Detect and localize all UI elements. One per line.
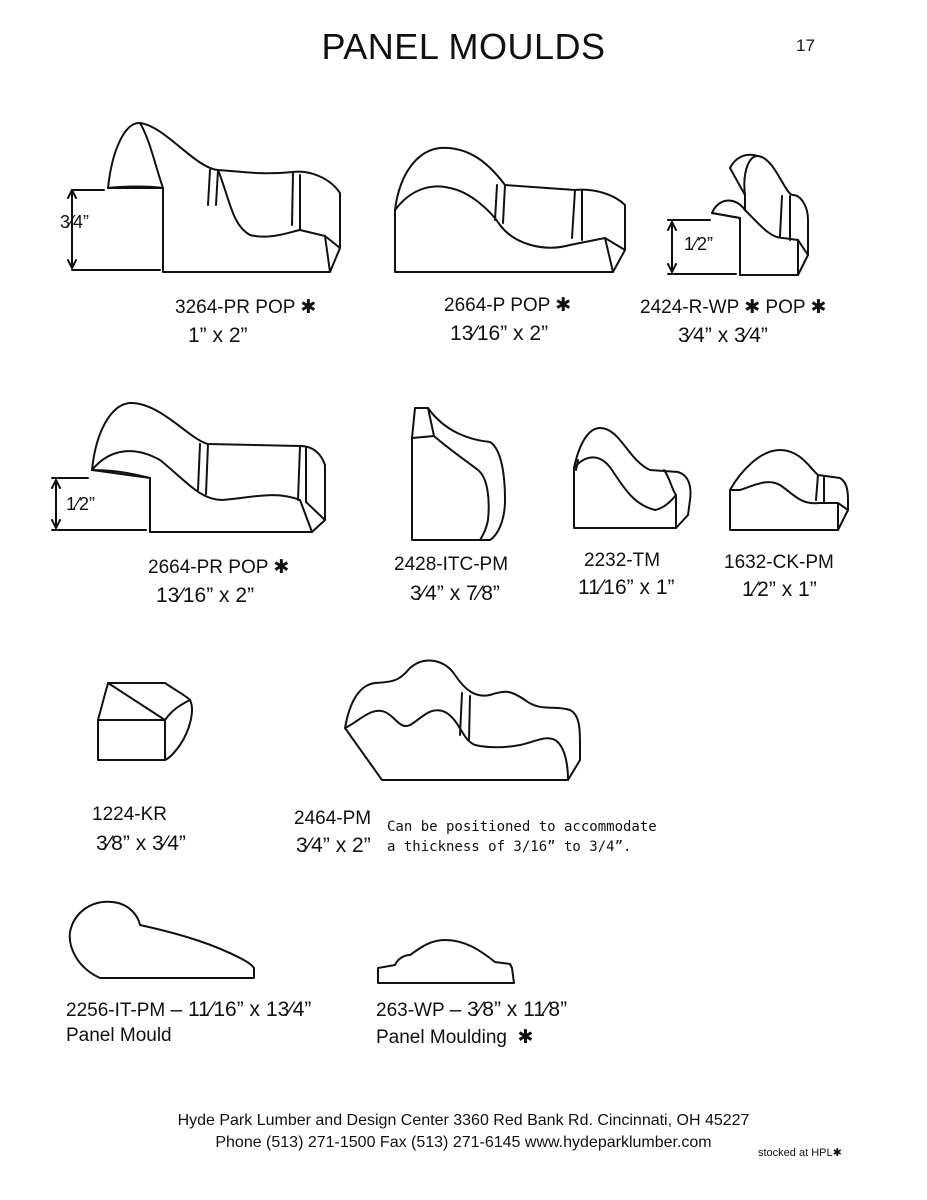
- profile-drawing-2664-p-pop: [395, 148, 625, 272]
- product-code: 3264-PR POP ✱: [175, 297, 317, 318]
- stocked-star-icon: ✱: [300, 297, 317, 318]
- stocked-legend: stocked at HPL✱: [758, 1147, 842, 1159]
- side-dimension-2424: 1⁄2”: [684, 234, 714, 254]
- product-description: Panel Mould: [66, 1025, 172, 1046]
- profile-drawing-1632-ck-pm: [730, 450, 848, 530]
- product-description: Panel Moulding ✱: [376, 1027, 534, 1048]
- product-code: 2424-R-WP ✱ POP ✱: [640, 297, 827, 318]
- stocked-star-icon: ✱: [744, 297, 761, 318]
- product-code: 263-WP – 3⁄8” x 11⁄8”: [376, 998, 568, 1021]
- profile-drawing-2428-itc-pm: [412, 408, 505, 540]
- side-dimension-2664-pr: 1⁄2”: [66, 494, 96, 514]
- stocked-star-icon: ✱: [273, 557, 290, 578]
- page-title: PANEL MOULDS: [321, 26, 606, 67]
- product-code: 2256-IT-PM – 11⁄16” x 13⁄4”: [66, 998, 312, 1021]
- product-size: 1” x 2”: [188, 324, 248, 347]
- profile-drawing-2256-it-pm: [70, 902, 254, 978]
- profile-drawing-3264-pr-pop: [68, 123, 340, 272]
- profile-drawing-2232-tm: [574, 428, 691, 528]
- profile-drawing-1224-kr: [98, 683, 192, 760]
- stocked-star-icon: ✱: [832, 1147, 842, 1159]
- product-code: 1224-KR: [92, 804, 167, 825]
- product-note: Can be positioned to accommodate a thickness of 3/16” to 3/4”.: [387, 819, 657, 855]
- product-code: 2428-ITC-PM: [394, 554, 509, 575]
- stocked-star-icon: ✱: [555, 295, 572, 316]
- footer-address: Hyde Park Lumber and Design Center 3360 Red Bank Rd. Cincinnati, OH 45227: [177, 1112, 750, 1129]
- product-size: 1⁄2” x 1”: [742, 578, 817, 601]
- profile-drawing-263-wp: [378, 940, 514, 983]
- product-code: 1632-CK-PM: [724, 552, 834, 573]
- stocked-star-icon: ✱: [810, 297, 827, 318]
- product-size: 3⁄8” x 3⁄4”: [96, 832, 186, 855]
- footer-contact: Phone (513) 271-1500 Fax (513) 271-6145 www.hydeparklumber.com: [215, 1134, 712, 1151]
- product-code: 2464-PM: [294, 808, 372, 829]
- stocked-star-icon: ✱: [517, 1027, 534, 1048]
- product-size: 3⁄4” x 3⁄4”: [678, 324, 768, 347]
- page-number: 17: [796, 36, 815, 55]
- product-size: 11⁄16” x 1”: [578, 576, 675, 599]
- product-size: 13⁄16” x 2”: [156, 584, 255, 607]
- product-code: 2664-PR POP ✱: [148, 557, 290, 578]
- product-code: 2664-P POP ✱: [444, 295, 572, 316]
- product-size: 13⁄16” x 2”: [450, 322, 549, 345]
- profile-drawing-2464-pm: [345, 661, 580, 780]
- product-size: 3⁄4” x 7⁄8”: [410, 582, 500, 605]
- product-size: 3⁄4” x 2”: [296, 834, 371, 857]
- product-code: 2232-TM: [584, 550, 661, 571]
- profile-drawing-2424-r-wp-pop: [668, 155, 808, 275]
- side-dimension-3264: 3⁄4”: [60, 212, 90, 232]
